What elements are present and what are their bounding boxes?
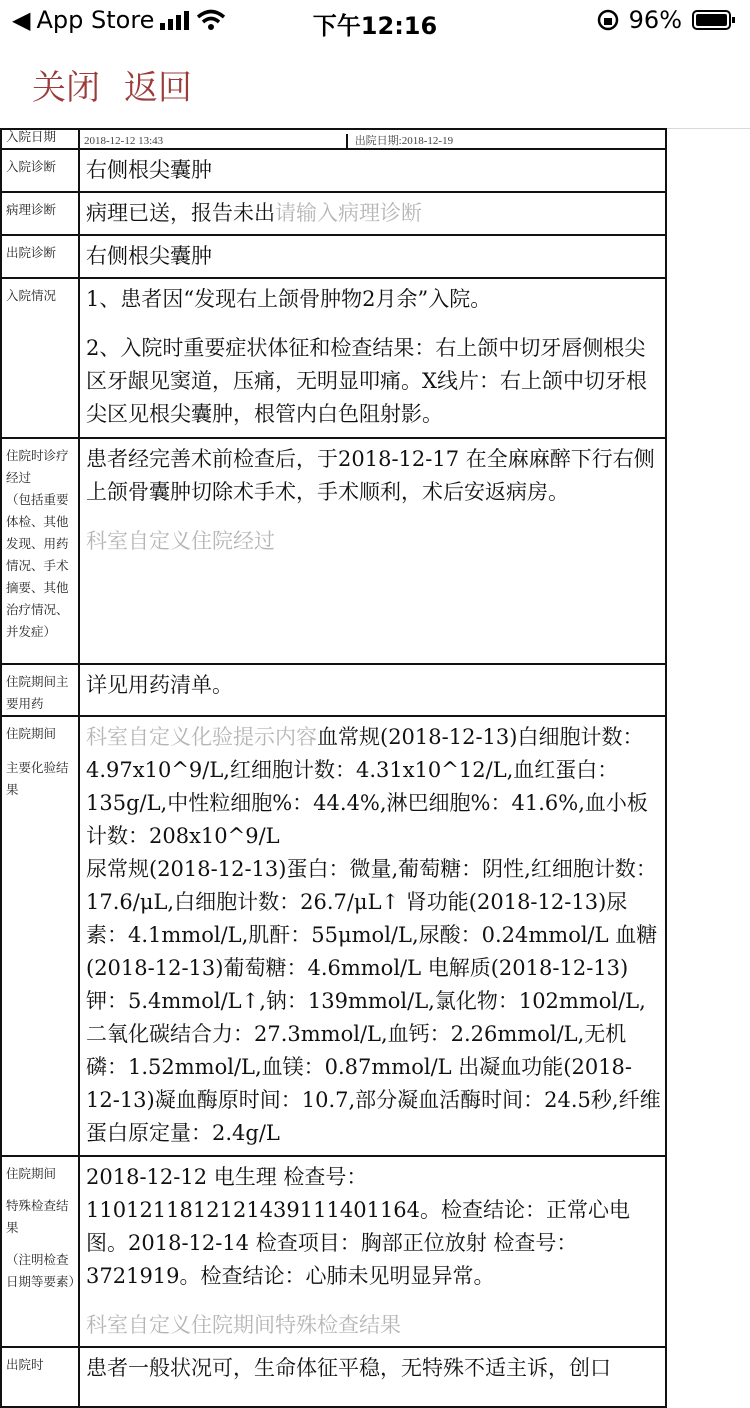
back-app-label: App Store bbox=[36, 6, 155, 34]
battery-percent: 96% bbox=[628, 6, 682, 34]
row-path-dx bbox=[1, 192, 666, 235]
discharge-date-value: 出院日期:2018-12-19 bbox=[354, 135, 454, 147]
discharge-status-label: 出院时 bbox=[1, 1347, 79, 1407]
special-placeholder: 科室自定义住院期间特殊检查结果 bbox=[86, 1313, 401, 1337]
meds-value[interactable]: 详见用药清单。 bbox=[79, 664, 666, 716]
labs-field[interactable] bbox=[79, 716, 666, 1156]
special-value: 2018-12-12 电生理 检查号：1101211812121439111401164。检查结论：正常心电图。2018-12-14 检查项目：胸部正位放射 检查号：3721919。检查结论：心肺未见明显异常。 bbox=[86, 1165, 631, 1288]
course-field[interactable] bbox=[79, 438, 666, 664]
admit-date-value: 2018-12-12 13:43 bbox=[84, 134, 348, 148]
discharge-status-value[interactable]: 患者一般状况可，生命体征平稳，无特殊不适主诉，创口 bbox=[79, 1347, 666, 1407]
special-label-sub: 特殊检查结果 bbox=[6, 1198, 69, 1235]
row-admit-date bbox=[1, 129, 666, 149]
labs-placeholder: 科室自定义化验提示内容 bbox=[86, 725, 317, 749]
summary-table bbox=[0, 128, 667, 1408]
special-label-main: 住院期间 bbox=[6, 1166, 57, 1181]
labs-p2: 尿常规(2018-12-13)蛋白：微量,葡萄糖：阴性,红细胞计数：17.6/μL,白细胞计数：26.7/μL↑ 肾功能(2018-12-13)尿素：4.1mmol/L,肌酐：55μmol/L,尿酸：0.24mmol/L 血糖(2018-12-13)葡萄糖：4.6mmol/L 电解质(2018-12-13)钾：5.4mmol/L↑,钠：139mmol/L,氯化物：102mmol/L,二氧化碳结合力：27.3mmol/L,血钙：2.26mmol/L,无机磷：1.52mmol/L,血镁：0.87mmol/L 出凝血功能(2018-12-13)凝血酶原时间：10.7,部分凝血活酶时间：24.5秒,纤维蛋白原定量：2.4g/L bbox=[86, 857, 661, 1145]
disc-dx-value[interactable]: 右侧根尖囊肿 bbox=[79, 235, 666, 278]
close-button[interactable]: 关闭 bbox=[32, 60, 100, 109]
course-label-main: 住院时诊疗经过 bbox=[6, 448, 69, 485]
nav-bar bbox=[0, 40, 750, 129]
admission-p2: 2、入院时重要症状体征和检查结果：右上颌中切牙唇侧根尖区牙龈见窦道，压痛，无明显叩痛。X线片：右上颌中切牙根尖区见根尖囊肿，根管内白色阻射影。 bbox=[86, 336, 647, 426]
row-meds bbox=[1, 664, 666, 716]
admit-date-label: 入院日期 bbox=[1, 129, 79, 149]
labs-blood: 血常规(2018-12-13)白细胞计数：4.97x10^9/L,红细胞计数：4.31x10^12/L,血红蛋白：135g/L,中性粒细胞%：44.4%,淋巴细胞%：41.6%,血小板计数：208x10^9/L bbox=[86, 725, 648, 848]
path-dx-value: 病理已送，报告未出 bbox=[86, 201, 275, 225]
discharge-summary bbox=[0, 128, 667, 1380]
row-discharge-status bbox=[1, 1347, 666, 1407]
course-label-note: （包括重要体检、其他发现、用药情况、手术摘要、其他治疗情况、并发症） bbox=[6, 492, 69, 639]
back-arrow-icon: ◀ bbox=[12, 6, 31, 34]
admit-date-cell bbox=[79, 129, 666, 149]
admission-value[interactable] bbox=[79, 278, 666, 438]
admit-dx-label: 入院诊断 bbox=[1, 149, 79, 192]
course-value: 患者经完善术前检查后，于2018-12-17 在全麻麻醉下行右侧上颌骨囊肿切除术手术，手术顺利，术后安返病房。 bbox=[86, 447, 655, 504]
special-label-note: （注明检查日期等要素） bbox=[6, 1252, 82, 1289]
path-dx-field[interactable] bbox=[79, 192, 666, 235]
orientation-lock-icon bbox=[597, 9, 619, 31]
disc-dx-label: 出院诊断 bbox=[1, 235, 79, 278]
status-right bbox=[597, 6, 736, 34]
course-label bbox=[1, 438, 79, 664]
row-labs bbox=[1, 716, 666, 1156]
labs-label-main: 住院期间 bbox=[6, 726, 57, 741]
special-label bbox=[1, 1156, 82, 1347]
status-bar bbox=[0, 0, 750, 40]
labs-label bbox=[1, 716, 79, 1156]
row-admission bbox=[1, 278, 666, 438]
labs-label-sub: 主要化验结果 bbox=[6, 760, 69, 797]
row-course bbox=[1, 438, 666, 664]
battery-icon bbox=[692, 9, 736, 31]
meds-label: 住院期间主要用药 bbox=[1, 664, 79, 716]
row-special bbox=[1, 1156, 666, 1347]
row-disc-dx bbox=[1, 235, 666, 278]
admission-p1: 1、患者因“发现右上颌骨肿物2月余”入院。 bbox=[86, 287, 492, 311]
path-dx-placeholder: 请输入病理诊断 bbox=[275, 201, 422, 225]
special-field[interactable] bbox=[79, 1156, 666, 1347]
labs-p1 bbox=[86, 721, 665, 853]
admit-dx-value[interactable]: 右侧根尖囊肿 bbox=[79, 149, 666, 192]
admission-label: 入院情况 bbox=[1, 278, 79, 438]
back-button[interactable]: 返回 bbox=[124, 60, 192, 109]
row-admit-dx bbox=[1, 149, 666, 192]
path-dx-label: 病理诊断 bbox=[1, 192, 79, 235]
clock: 下午12:16 bbox=[312, 12, 438, 40]
course-placeholder: 科室自定义住院经过 bbox=[86, 529, 275, 553]
